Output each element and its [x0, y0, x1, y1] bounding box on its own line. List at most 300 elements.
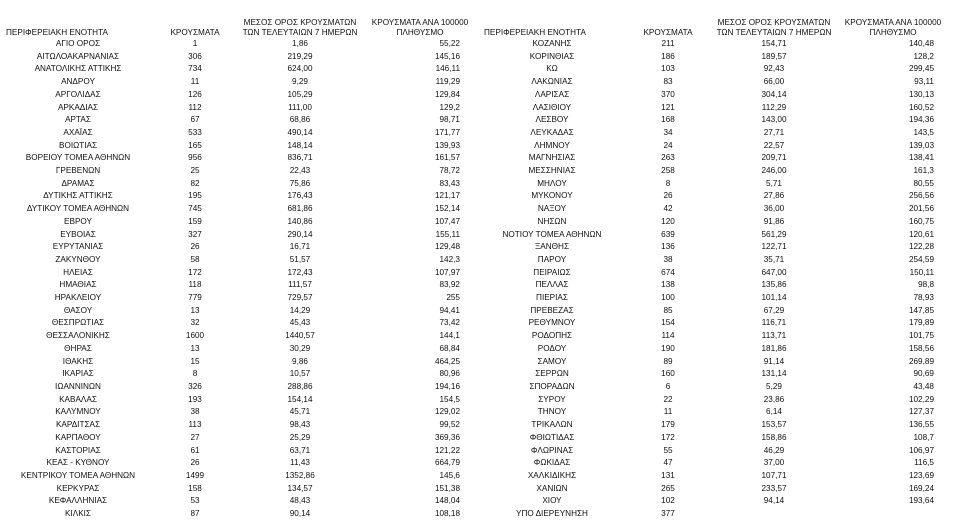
table-row — [484, 394, 954, 407]
cell-cases: 11 — [190, 77, 200, 87]
cell-region: ΑΝΔΡΟΥ — [61, 77, 95, 87]
cell-avg7: 92,43 — [763, 64, 785, 74]
cell-avg7: 36,00 — [763, 204, 785, 214]
cases-table-right — [484, 2, 954, 521]
cell-per100k: 171,77 — [434, 127, 460, 137]
cell-region: ΒΟΡΕΙΟΥ ΤΟΜΕΑ ΑΘΗΝΩΝ — [25, 153, 131, 163]
cell-region: ΧΑΝΙΩΝ — [536, 483, 568, 493]
cell-avg7: 48,43 — [289, 496, 311, 506]
table-row — [6, 330, 480, 343]
cell-cases: 779 — [188, 293, 202, 303]
cell-cases: 193 — [188, 394, 202, 404]
cell-avg7: 27,86 — [763, 191, 785, 201]
table-row — [484, 483, 954, 496]
cell-region: ΧΙΟΥ — [542, 496, 562, 506]
cell-avg7: 111,00 — [288, 102, 312, 112]
cell-cases: 265 — [661, 483, 675, 493]
table-header-row — [6, 2, 480, 38]
cell-avg7: 154,71 — [761, 39, 787, 48]
cell-region: ΚΟΖΑΝΗΣ — [532, 39, 572, 48]
cell-cases: 58 — [190, 254, 200, 264]
cell-per100k: 83,92 — [439, 280, 460, 290]
cell-avg7: 290,14 — [287, 229, 313, 239]
cell-region: ΔΥΤΙΚΟΥ ΤΟΜΕΑ ΑΘΗΝΩΝ — [26, 204, 130, 214]
cell-avg7: 35,71 — [763, 254, 785, 264]
cell-per100k: 129,02 — [434, 407, 460, 417]
cell-per100k: 136,55 — [908, 420, 934, 430]
cell-cases: 172 — [188, 267, 202, 277]
cell-cases: 195 — [188, 191, 202, 201]
cell-cases: 327 — [188, 229, 202, 239]
table-row — [6, 89, 480, 102]
cell-avg7: 107,71 — [761, 470, 787, 480]
cell-region: ΤΗΝΟΥ — [537, 407, 567, 417]
cell-per100k: 116,5 — [914, 458, 934, 468]
cell-cases: 13 — [190, 343, 200, 353]
table-row — [484, 51, 954, 64]
cell-avg7: 134,57 — [287, 483, 313, 493]
table-body-right — [484, 38, 954, 521]
cell-cases: 172 — [661, 432, 675, 442]
cell-per100k: 101,75 — [908, 331, 934, 341]
cell-avg7: 154,14 — [287, 394, 313, 404]
cell-region: ΠΕΙΡΑΙΩΣ — [533, 267, 571, 277]
header-cases: ΚΡΟΥΣΜΑΤΑ — [170, 27, 220, 37]
cell-per100k: 55,22 — [439, 39, 460, 48]
table-row — [6, 63, 480, 76]
cell-avg7: 1,86 — [292, 39, 308, 48]
cell-cases: 53 — [190, 496, 200, 506]
cell-cases: 11 — [663, 407, 673, 417]
cell-avg7: 135,86 — [761, 280, 787, 290]
cell-per100k: 107,97 — [434, 267, 460, 277]
cell-region: ΓΡΕΒΕΝΩΝ — [55, 166, 101, 176]
cell-avg7: 46,29 — [763, 445, 785, 455]
table-row — [484, 63, 954, 76]
cell-per100k: 151,38 — [434, 483, 460, 493]
cell-avg7: 561,29 — [761, 229, 787, 239]
cell-avg7: 51,57 — [289, 254, 311, 264]
cell-cases: 158 — [188, 483, 202, 493]
cell-avg7: 189,57 — [761, 51, 787, 61]
cell-cases: 136 — [661, 242, 675, 252]
cell-cases: 15 — [190, 356, 200, 366]
cell-per100k: 90,69 — [913, 369, 934, 379]
cell-region: ΠΑΡΟΥ — [537, 254, 567, 264]
cell-avg7: 153,57 — [761, 420, 787, 430]
cell-region: ΖΑΚΥΝΘΟΥ — [55, 254, 101, 264]
cell-avg7: 45,43 — [289, 318, 311, 328]
cell-avg7: 5,71 — [766, 178, 782, 188]
cell-region: ΝΟΤΙΟΥ ΤΟΜΕΑ ΑΘΗΝΩΝ — [502, 229, 602, 239]
cell-region: ΝΗΣΩΝ — [537, 216, 567, 226]
header-cases: ΚΡΟΥΣΜΑΤΑ — [643, 27, 693, 37]
cell-per100k: 98,8 — [918, 280, 934, 290]
table-row — [484, 292, 954, 305]
table-row — [484, 432, 954, 445]
table-row — [6, 445, 480, 458]
cell-region: ΗΡΑΚΛΕΙΟΥ — [54, 293, 102, 303]
cell-per100k: 119,29 — [435, 77, 460, 87]
table-body-left — [6, 38, 480, 521]
cell-per100k: 78,93 — [913, 293, 934, 303]
cell-cases: 326 — [188, 381, 202, 391]
cell-region: ΣΥΡΟΥ — [538, 394, 566, 404]
cell-avg7: 111,57 — [288, 280, 312, 290]
cell-region: ΞΑΝΘΗΣ — [534, 242, 570, 252]
cell-per100k: 256,56 — [908, 191, 934, 201]
cell-region: ΛΑΣΙΘΙΟΥ — [532, 102, 572, 112]
cell-per100k: 130,13 — [908, 89, 934, 99]
table-row — [6, 381, 480, 394]
cell-region: ΛΕΥΚΑΔΑΣ — [530, 127, 574, 137]
table-row — [484, 330, 954, 343]
cell-cases: 8 — [192, 369, 198, 379]
cell-per100k: 201,56 — [908, 204, 934, 214]
cell-per100k: 108,18 — [434, 509, 460, 519]
cell-cases: 306 — [188, 51, 202, 61]
header-avg7: ΜΕΣΟΣ ΟΡΟΣ ΚΡΟΥΣΜΑΤΩΝ ΤΩΝ ΤΕΛΕΥΤΑΙΩΝ 7 ΗΜΕΡΩΝ — [716, 18, 832, 37]
cell-cases: 61 — [190, 445, 200, 455]
table-row — [484, 190, 954, 203]
cell-cases: 734 — [188, 64, 202, 74]
cell-per100k: 99,52 — [439, 420, 460, 430]
cell-region: ΣΕΡΡΩΝ — [535, 369, 569, 379]
cell-region: ΚΕΡΚΥΡΑΣ — [56, 483, 100, 493]
table-row — [484, 356, 954, 369]
cell-cases: 25 — [190, 166, 200, 176]
cell-avg7: 681,86 — [287, 204, 313, 214]
cell-avg7: 624,00 — [287, 64, 313, 74]
table-row — [6, 356, 480, 369]
table-row — [6, 394, 480, 407]
cell-region: ΚΑΡΔΙΤΣΑΣ — [55, 420, 101, 430]
cell-region: ΑΙΤΩΛΟΑΚΑΡΝΑΝΙΑΣ — [36, 51, 120, 61]
cell-region: ΙΚΑΡΙΑΣ — [62, 369, 94, 379]
cell-region: ΙΘΑΚΗΣ — [62, 356, 94, 366]
cell-region: ΗΜΑΘΙΑΣ — [59, 280, 97, 290]
cell-avg7: 11,43 — [290, 458, 310, 468]
header-per100k: ΚΡΟΥΣΜΑΤΑ ΑΝΑ 100000 ΠΛΗΘΥΣΜΟ — [844, 18, 942, 37]
cell-cases: 55 — [663, 445, 673, 455]
cell-per100k: 138,41 — [908, 153, 934, 163]
table-row — [6, 432, 480, 445]
cell-per100k: 121,17 — [434, 191, 460, 201]
cell-per100k: 146,11 — [435, 64, 460, 74]
cell-avg7: 304,14 — [761, 89, 787, 99]
cell-region: ΘΕΣΣΑΛΟΝΙΚΗΣ — [46, 331, 110, 341]
cell-cases: 38 — [663, 254, 673, 264]
cell-avg7: 91,14 — [763, 356, 785, 366]
cell-per100k: 83,43 — [439, 178, 460, 188]
table-row — [6, 267, 480, 280]
cell-cases: 6 — [665, 381, 671, 391]
cell-region: ΛΑΚΩΝΙΑΣ — [531, 77, 573, 87]
header-avg7: ΜΕΣΟΣ ΟΡΟΣ ΚΡΟΥΣΜΑΤΩΝ ΤΩΝ ΤΕΛΕΥΤΑΙΩΝ 7 ΗΜΕΡΩΝ — [242, 18, 358, 37]
cell-region: ΡΕΘΥΜΝΟΥ — [528, 318, 576, 328]
cell-cases: 38 — [190, 407, 200, 417]
cell-per100k: 107,47 — [434, 216, 460, 226]
cell-avg7: 836,71 — [287, 153, 313, 163]
header-per100k: ΚΡΟΥΣΜΑΤΑ ΑΝΑ 100000 ΠΛΗΘΥΣΜΟ — [371, 18, 469, 37]
cell-cases: 190 — [661, 343, 675, 353]
cell-region: ΑΓΙΟ ΟΡΟΣ — [55, 39, 101, 48]
cell-cases: 121 — [661, 102, 675, 112]
cell-avg7: 729,57 — [287, 293, 313, 303]
cell-per100k: 142,3 — [439, 254, 460, 264]
cell-region: ΥΠΟ ΔΙΕΡΕΥΝΗΣΗ — [516, 509, 588, 519]
table-row — [484, 495, 954, 508]
cell-region: ΚΑΛΥΜΝΟΥ — [55, 407, 101, 417]
cell-cases: 179 — [661, 420, 675, 430]
cell-cases: 745 — [188, 204, 202, 214]
table-row — [6, 279, 480, 292]
cell-avg7: 143,00 — [761, 115, 787, 125]
cell-avg7: 148,14 — [287, 140, 313, 150]
cell-region: ΠΕΛΛΑΣ — [535, 280, 569, 290]
cell-region: ΕΥΒΟΙΑΣ — [60, 229, 96, 239]
cell-cases: 26 — [190, 458, 200, 468]
cell-per100k: 161,57 — [434, 153, 460, 163]
cell-per100k: 145,16 — [434, 51, 460, 61]
cell-cases: 377 — [661, 509, 675, 519]
cell-avg7: 63,71 — [289, 445, 311, 455]
cell-region: ΑΧΑΪΑΣ — [63, 127, 93, 137]
cell-per100k: 139,93 — [434, 140, 460, 150]
cell-region: ΦΘΙΩΤΙΔΑΣ — [529, 432, 575, 442]
table-row — [6, 216, 480, 229]
cell-avg7: 10,57 — [289, 369, 311, 379]
cell-cases: 114 — [661, 331, 675, 341]
cell-cases: 24 — [663, 140, 673, 150]
cell-avg7: 66,00 — [763, 77, 785, 87]
cell-cases: 103 — [661, 64, 675, 74]
table-row — [484, 241, 954, 254]
table-row — [484, 114, 954, 127]
cell-cases: 1600 — [185, 331, 205, 341]
cell-avg7: 113,71 — [761, 331, 787, 341]
cell-avg7: 219,29 — [287, 51, 313, 61]
cell-avg7: 158,86 — [761, 432, 787, 442]
cell-avg7: 27,71 — [763, 127, 785, 137]
cell-cases: 102 — [661, 496, 675, 506]
cell-region: ΚΙΛΚΙΣ — [64, 509, 91, 519]
cell-region: ΑΝΑΤΟΛΙΚΗΣ ΑΤΤΙΚΗΣ — [34, 64, 122, 74]
cell-avg7: 288,86 — [287, 381, 313, 391]
cell-region: ΣΑΜΟΥ — [537, 356, 567, 366]
cell-avg7: 233,57 — [761, 483, 787, 493]
cell-avg7: 490,14 — [287, 127, 313, 137]
cell-per100k: 98,71 — [439, 115, 460, 125]
cell-region: ΔΡΑΜΑΣ — [61, 178, 95, 188]
cell-cases: 26 — [663, 191, 673, 201]
cell-cases: 138 — [661, 280, 675, 290]
cell-cases: 47 — [663, 458, 673, 468]
table-row — [484, 445, 954, 458]
cell-avg7: 9,86 — [292, 356, 308, 366]
cell-cases: 211 — [661, 39, 675, 48]
cell-avg7: 9,29 — [292, 77, 308, 87]
cell-per100k: 179,89 — [908, 318, 934, 328]
table-row — [6, 343, 480, 356]
cell-region: ΧΑΛΚΙΔΙΚΗΣ — [527, 470, 577, 480]
cell-region: ΛΗΜΝΟΥ — [534, 140, 570, 150]
table-row — [484, 178, 954, 191]
cell-region: ΕΥΡΥΤΑΝΙΑΣ — [52, 242, 104, 252]
cell-per100k: 664,79 — [434, 458, 460, 468]
cell-region: ΤΡΙΚΑΛΩΝ — [531, 420, 573, 430]
table-row — [484, 165, 954, 178]
cell-cases: 263 — [661, 153, 675, 163]
table-row — [6, 483, 480, 496]
cell-region: ΒΟΙΩΤΙΑΣ — [58, 140, 98, 150]
cell-per100k: 161,3 — [913, 166, 934, 176]
cell-per100k: 102,29 — [908, 394, 934, 404]
cell-avg7: 6,14 — [766, 407, 782, 417]
cell-region: ΚΑΣΤΟΡΙΑΣ — [55, 445, 101, 455]
cell-region: ΑΡΓΟΛΙΔΑΣ — [55, 89, 101, 99]
table-row — [6, 368, 480, 381]
table-row — [6, 127, 480, 140]
table-row — [6, 317, 480, 330]
cell-per100k: 127,37 — [908, 407, 934, 417]
cell-cases: 1499 — [185, 470, 205, 480]
cell-avg7: 30,29 — [289, 343, 311, 353]
cell-region: ΠΙΕΡΙΑΣ — [536, 293, 568, 303]
cell-region: ΜΑΓΝΗΣΙΑΣ — [528, 153, 576, 163]
cell-per100k: 129,84 — [434, 89, 460, 99]
cell-per100k: 68,84 — [439, 343, 460, 353]
table-row — [484, 267, 954, 280]
cell-avg7: 22,43 — [289, 166, 311, 176]
cell-avg7: 67,29 — [763, 305, 785, 315]
cell-avg7: 68,86 — [289, 115, 311, 125]
cell-cases: 82 — [190, 178, 200, 188]
cell-region: ΚΟΡΙΝΘΙΑΣ — [529, 51, 575, 61]
cell-per100k: 194,16 — [434, 381, 460, 391]
table-row — [6, 305, 480, 318]
cell-region: ΡΟΔΟΠΗΣ — [531, 331, 573, 341]
cell-per100k: 120,61 — [908, 229, 934, 239]
cell-per100k: 158,56 — [908, 343, 934, 353]
cell-cases: 118 — [188, 280, 202, 290]
cell-cases: 186 — [661, 51, 675, 61]
cell-cases: 533 — [188, 127, 202, 137]
cell-cases: 27 — [190, 432, 200, 442]
table-row — [6, 203, 480, 216]
cell-region: ΕΒΡΟΥ — [64, 216, 92, 226]
cell-per100k: 369,36 — [434, 432, 460, 442]
cell-region: ΦΛΩΡΙΝΑΣ — [530, 445, 574, 455]
table-row — [6, 495, 480, 508]
cell-per100k: 93,11 — [914, 77, 934, 87]
cell-avg7: 1352,86 — [285, 470, 315, 480]
cell-cases: 8 — [665, 178, 671, 188]
cell-per100k: 464,25 — [434, 356, 460, 366]
cell-avg7: 94,14 — [763, 496, 785, 506]
cell-cases: 112 — [188, 102, 202, 112]
cell-per100k: 73,42 — [439, 318, 460, 328]
table-row — [484, 279, 954, 292]
cell-region: ΚΕΦΑΛΛΗΝΙΑΣ — [48, 496, 108, 506]
cell-avg7: 45,71 — [289, 407, 311, 417]
cell-per100k: 80,55 — [913, 178, 934, 188]
cell-per100k: 145,6 — [439, 470, 460, 480]
table-row — [6, 229, 480, 242]
cell-avg7: 181,86 — [761, 343, 787, 353]
cell-region: ΡΟΔΟΥ — [537, 343, 567, 353]
cell-per100k: 155,11 — [435, 229, 460, 239]
cell-per100k: 254,59 — [908, 254, 934, 264]
cell-cases: 87 — [190, 509, 200, 519]
cell-cases: 113 — [188, 420, 202, 430]
cell-avg7: 131,14 — [761, 369, 787, 379]
cell-region: ΚΩ — [546, 64, 558, 74]
cell-per100k: 160,52 — [908, 102, 934, 112]
cell-avg7: 37,00 — [763, 458, 785, 468]
cell-per100k: 43,48 — [913, 381, 934, 391]
cell-region: ΚΑΒΑΛΑΣ — [59, 394, 97, 404]
cell-avg7: 14,29 — [289, 305, 311, 315]
cell-region: ΛΕΣΒΟΥ — [535, 115, 569, 125]
cell-cases: 120 — [661, 216, 675, 226]
cell-avg7: 90,14 — [289, 509, 311, 519]
cell-per100k: 255 — [446, 293, 460, 303]
table-row — [6, 114, 480, 127]
cell-avg7: 25,29 — [289, 432, 311, 442]
cell-cases: 956 — [188, 153, 202, 163]
cell-per100k: 106,97 — [908, 445, 934, 455]
cell-region: ΜΕΣΣΗΝΙΑΣ — [528, 166, 576, 176]
table-row — [6, 457, 480, 470]
table-row — [6, 152, 480, 165]
cell-cases: 165 — [188, 140, 202, 150]
cell-per100k: 148,04 — [434, 496, 460, 506]
cell-region: ΗΛΕΙΑΣ — [63, 267, 93, 277]
cell-per100k: 147,85 — [908, 305, 934, 315]
cell-cases: 83 — [663, 77, 673, 87]
cell-cases: 89 — [663, 356, 673, 366]
cell-per100k: 169,24 — [908, 483, 934, 493]
cell-per100k: 144,1 — [439, 331, 460, 341]
cell-avg7: 176,43 — [287, 191, 313, 201]
cell-per100k: 152,14 — [434, 204, 460, 214]
cell-per100k: 139,03 — [908, 140, 934, 150]
cell-cases: 13 — [190, 305, 200, 315]
cell-region: ΚΕΑΣ - ΚΥΘΝΟΥ — [46, 458, 110, 468]
cell-per100k: 122,28 — [908, 242, 934, 252]
header-region: ΠΕΡΙΦΕΡΕΙΑΚΗ ΕΝΟΤΗΤΑ — [6, 27, 108, 37]
cell-avg7: 647,00 — [761, 267, 787, 277]
table-row — [484, 76, 954, 89]
cell-avg7: 1440,57 — [285, 331, 315, 341]
cell-per100k: 154,5 — [439, 394, 460, 404]
table-row — [484, 216, 954, 229]
cell-per100k: 80,96 — [439, 369, 460, 379]
table-row — [484, 406, 954, 419]
table-row — [484, 140, 954, 153]
cell-avg7: 112,29 — [761, 102, 787, 112]
table-row — [484, 152, 954, 165]
cell-per100k: 108,7 — [913, 432, 934, 442]
table-row — [6, 165, 480, 178]
cell-region: ΑΡΚΑΔΙΑΣ — [57, 102, 99, 112]
cell-avg7: 122,71 — [761, 242, 787, 252]
cell-per100k: 193,64 — [908, 496, 934, 506]
table-row — [484, 457, 954, 470]
cell-region: ΔΥΤΙΚΗΣ ΑΤΤΙΚΗΣ — [43, 191, 113, 201]
cell-cases: 159 — [188, 216, 202, 226]
